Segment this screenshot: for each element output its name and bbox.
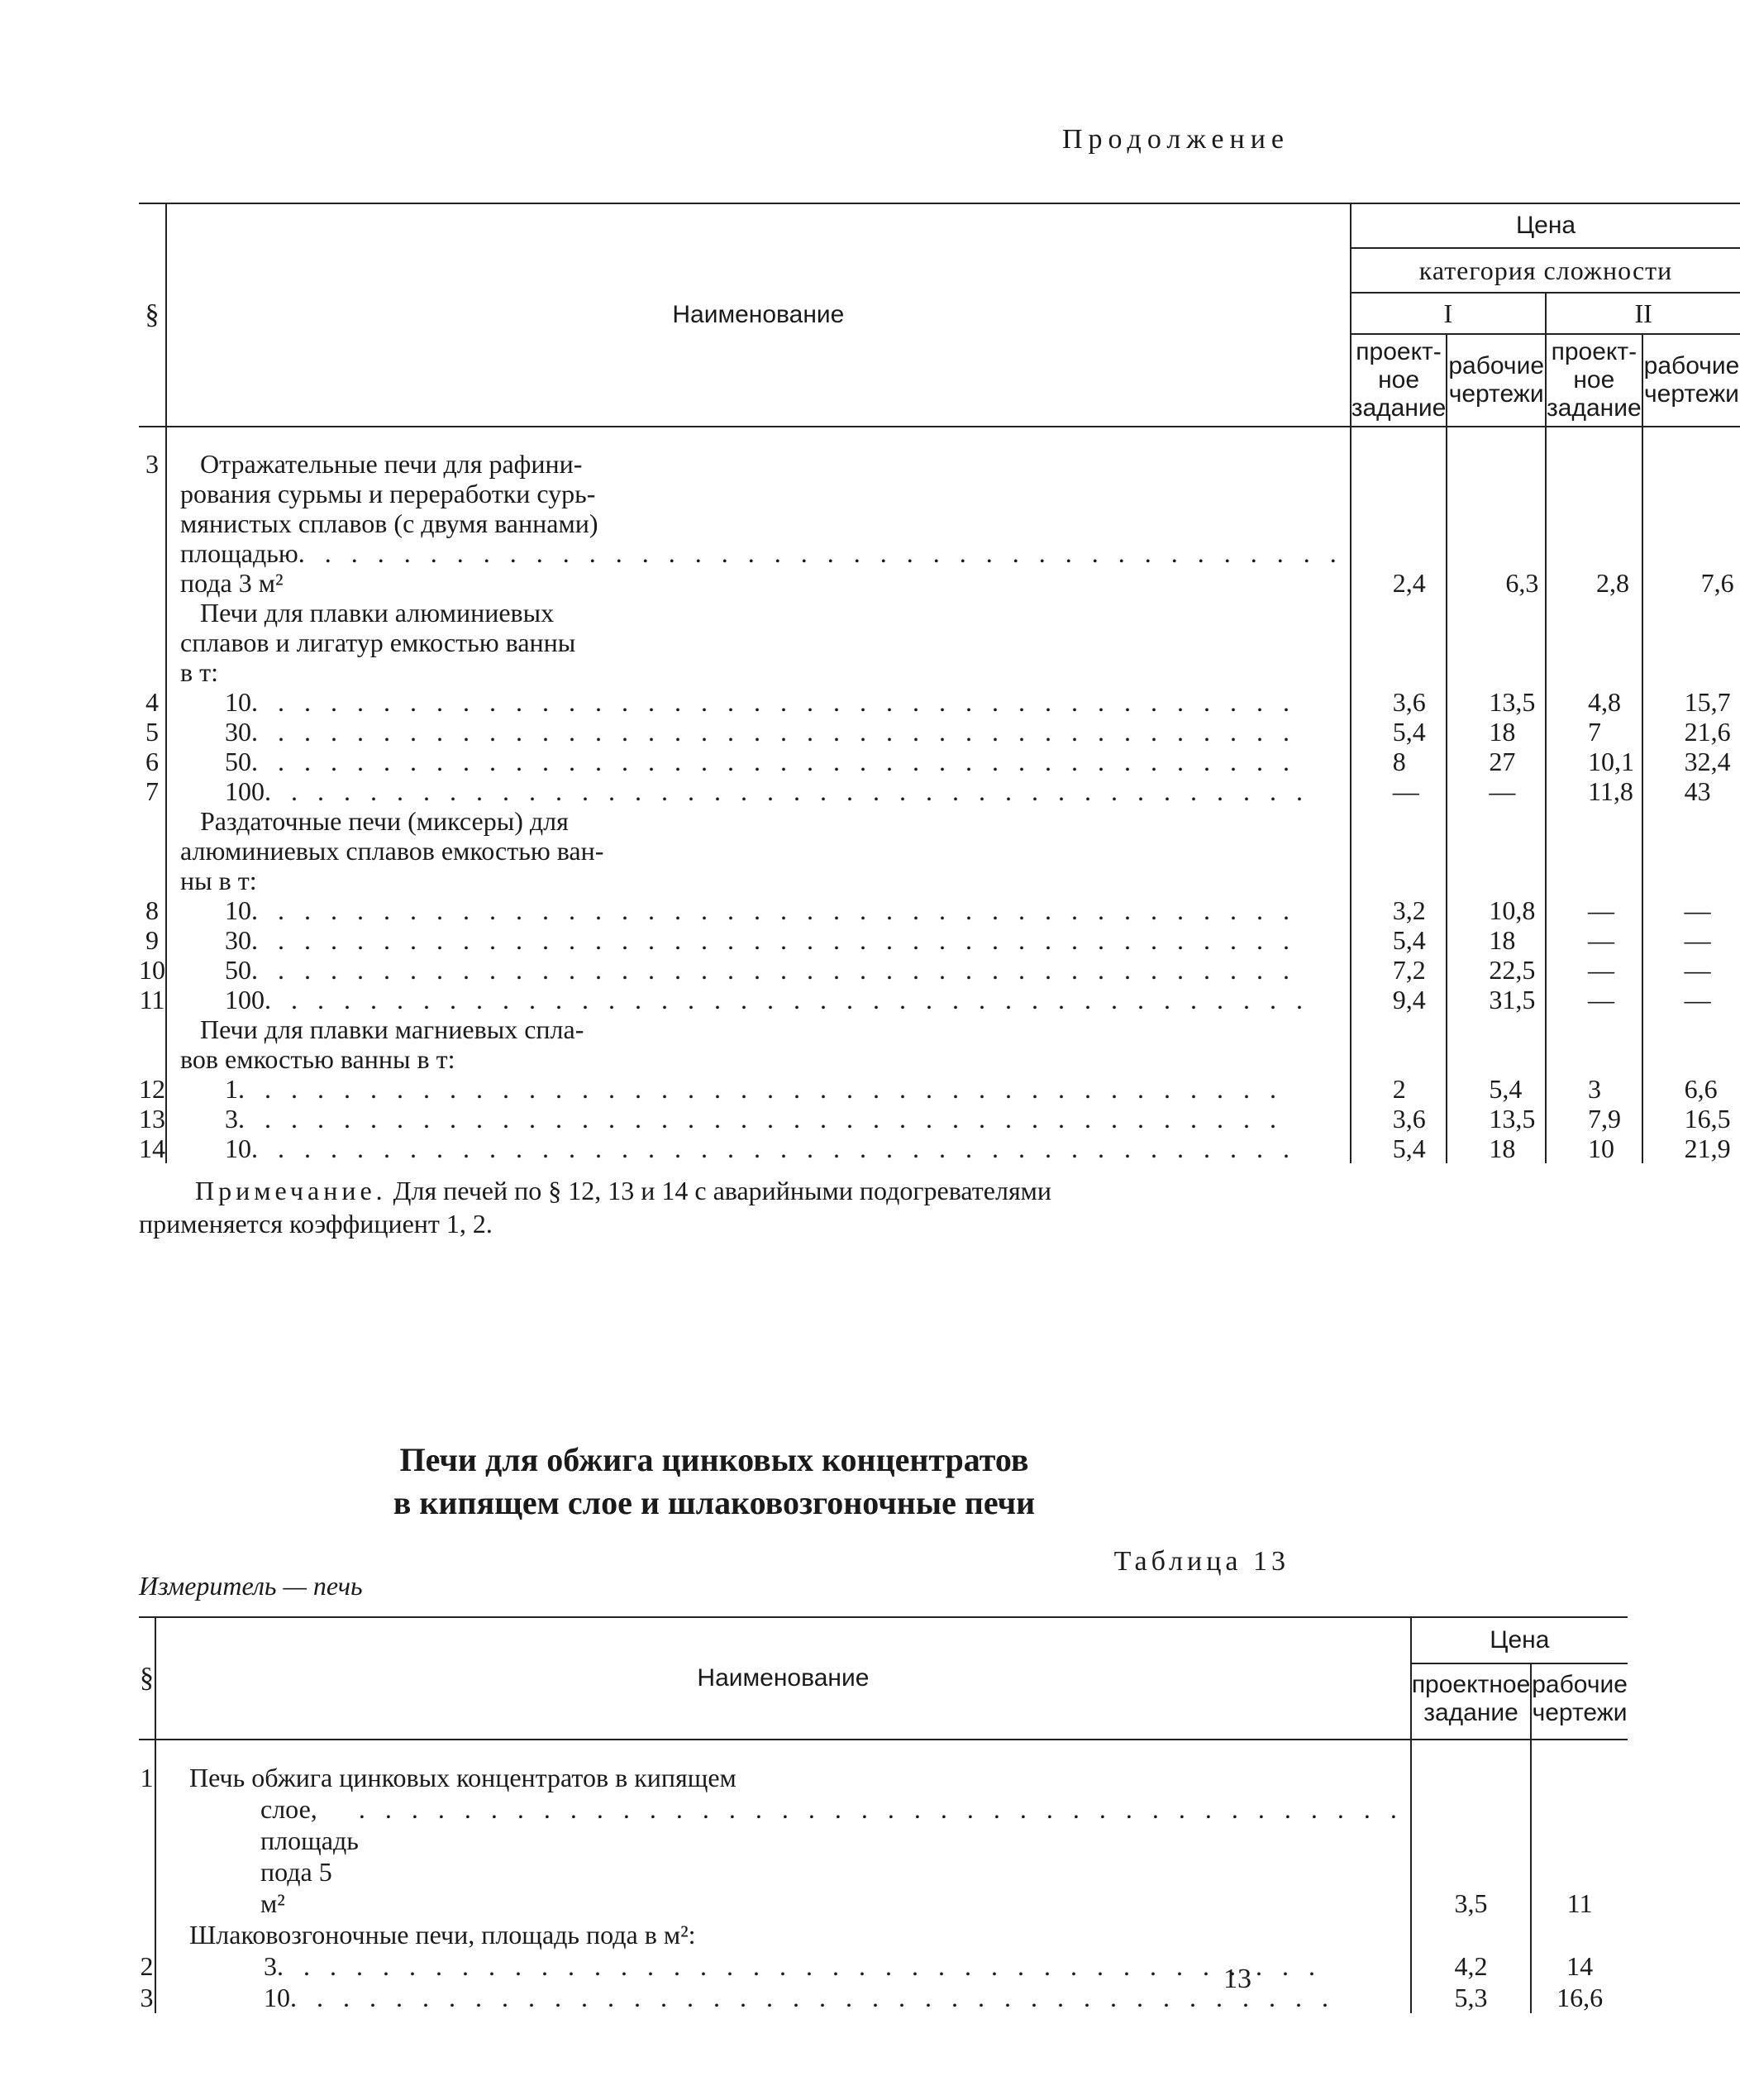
price-header: Цена — [1411, 1617, 1628, 1663]
group-title: Раздаточные печи (миксеры) для алюминиевых сплавов емкостью ван- ны в т: — [139, 806, 1740, 895]
name-header: Наименование — [155, 1617, 1411, 1740]
table-row: 12 1 . . . 2 5,4 3 6,6 — [139, 1074, 1740, 1104]
section-heading: Печи для обжига цинковых концентратов в кипящем слое и шлаковозгоночные печи — [393, 1441, 1036, 1521]
group-title: Шлаковозгоночные печи, площадь пода в м²: — [139, 1919, 1628, 1950]
group-title: Печи для плавки магниевых спла- вов емкостью ванны в т: — [139, 1014, 1740, 1074]
measure-unit: Измеритель — печь — [139, 1571, 363, 1601]
working-header-1: рабочие чертежи — [1447, 334, 1546, 427]
table-row: 11 100 . . . 9,4 31,5 — — — [139, 985, 1740, 1014]
table-row: 3 Отражательные печи для рафини- рования сурьмы и переработки сурь- мянистых сплавов (с двумя ваннами) площадью пода 3 м² . . . 2,4 6,3 2,8 7,6 — [139, 449, 1740, 598]
table-row: 3 10 . . . 5,3 16,6 — [139, 1982, 1628, 2013]
table-label: Таблица 13 — [1113, 1546, 1290, 1577]
section-header: § — [139, 1617, 155, 1740]
group-title: Печи для плавки алюминиевых сплавов и лигатур емкостью ванны в т: — [139, 598, 1740, 687]
table-row: 5 30 . . . 5,4 18 7 21,6 — [139, 717, 1740, 747]
section-header: § — [139, 203, 166, 427]
table-row: 13 3 . . . 3,6 13,5 7,9 16,5 — [139, 1104, 1740, 1134]
continuation-label: Продолжение — [1061, 124, 1290, 155]
name-header: Наименование — [166, 203, 1351, 427]
page-number: 13 — [1223, 1964, 1251, 1994]
price-header: Цена — [1351, 203, 1740, 248]
project-header-1: проект- ное задание — [1351, 334, 1447, 427]
complexity-header: категория сложности — [1351, 248, 1740, 293]
table-row: 2 3 . . . 4,2 14 — [139, 1950, 1628, 1982]
price-table-12-continued — [139, 203, 1740, 1163]
table-row: 4 10 . . . 3,6 13,5 4,8 15,7 — [139, 687, 1740, 717]
table-row: 10 50 . . . 7,2 22,5 — — — [139, 955, 1740, 985]
category-1-header: I — [1351, 293, 1546, 334]
table-row: 8 10 . . . 3,2 10,8 — — — [139, 895, 1740, 925]
project-header-2: проект- ное задание — [1546, 334, 1642, 427]
table-row: 14 10 . . . 5,4 18 10 21,9 — [139, 1134, 1740, 1163]
working-header: рабочие чертежи — [1531, 1663, 1628, 1740]
project-header: проектное задание — [1411, 1663, 1531, 1740]
table-row: 9 30 . . . 5,4 18 — — — [139, 925, 1740, 955]
working-header-2: рабочие чертежи — [1642, 334, 1740, 427]
price-table-13 — [139, 1616, 1628, 2013]
table-row: 1 Печь обжига цинковых концентратов в кипящем слое, площадь пода 5 м² . . . 3,5 11 — [139, 1762, 1628, 1919]
category-2-header: II — [1546, 293, 1740, 334]
table-row: 7 100 . . . — — 11,8 43 — [139, 776, 1740, 806]
table-note: Примечание. Для печей по § 12, 13 и 14 с аварийными подогревателями применяется коэффициент 1, 2. — [139, 1176, 1052, 1239]
table-row: 6 50 . . . 8 27 10,1 32,4 — [139, 747, 1740, 776]
